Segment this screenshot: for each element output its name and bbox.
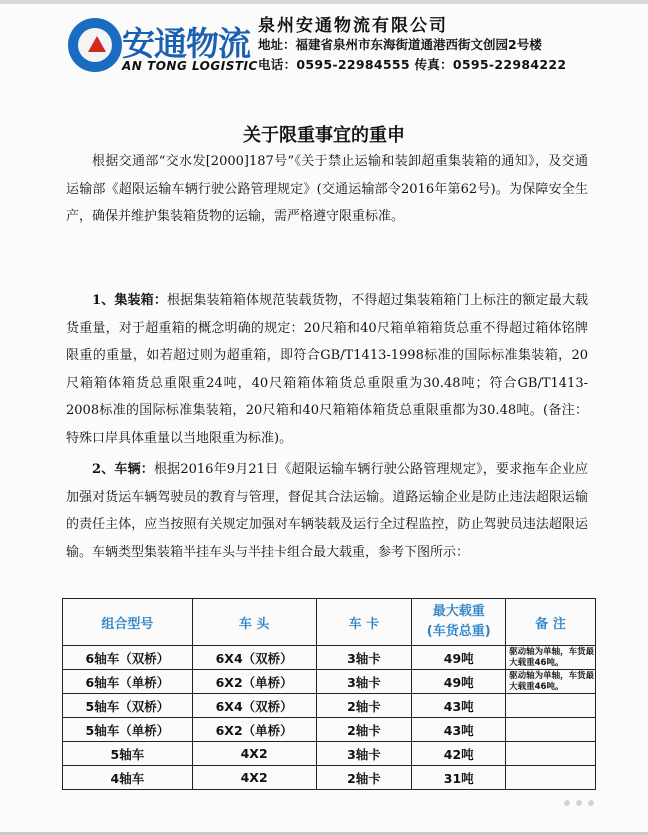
cell-trailer: 3轴卡 [316,646,412,670]
company-phone-fax: 电话：0595-22984555 传真：0595-22984222 [258,57,567,72]
table-row [63,742,596,766]
cell-max-load: 31吨 [412,766,506,790]
cell-remark: 驱动轴为单轴，车货最大载重46吨。 [506,646,596,670]
vehicle-text: 根据2016年9月21日《超限运输车辆行驶公路管理规定》，要求拖车企业应加强对货运车辆驾驶员的教育与管理，督促其合法运输。道路运输企业是防止违法超限运输的责任主体，应当按照有关规定加强对车辆装载及运行全过程监控，防止驾驶员违法超限运输。车辆类型集装箱半挂车头与半挂卡组合最大载重，参考下图所示： [66,462,589,560]
logo-emblem-icon [68,18,122,72]
cell-max-load: 49吨 [412,670,506,694]
cell-max-load: 43吨 [412,718,506,742]
cell-type: 5轴车（单桥） [63,718,193,742]
header-remarks: 备 注 [506,599,596,646]
cell-remark [506,766,596,790]
logo-english-text: AN TONG LOGISTIC [122,59,258,73]
cell-remark: 驱动轴为单轴，车货最大载重46吨。 [506,670,596,694]
container-paragraph [66,287,588,452]
cell-type: 6轴车（双桥） [63,646,193,670]
vehicle-heading: 2、车辆： [92,462,154,477]
cell-type: 4轴车 [63,766,193,790]
vehicle-paragraph [66,456,588,566]
cell-tractor: 6X4（双桥） [192,694,316,718]
table-row [63,694,596,718]
cell-trailer: 3轴卡 [316,742,412,766]
cell-trailer: 2轴卡 [316,694,412,718]
cell-trailer: 3轴卡 [316,670,412,694]
cell-type: 6轴车（单桥） [63,670,193,694]
cell-remark [506,694,596,718]
vehicle-load-table [62,598,596,790]
company-name: 泉州安通物流有限公司 [258,16,448,36]
cell-remark [506,742,596,766]
company-address: 地址：福建省泉州市东海街道通港西街文创园2号楼 [258,37,542,52]
table-row [63,718,596,742]
logo-chinese-text: 安通物流 [122,24,250,63]
watermark-dots-icon [564,798,600,808]
page-top-edge [0,0,648,4]
cell-trailer: 2轴卡 [316,718,412,742]
cell-tractor: 6X2（单桥） [192,670,316,694]
cell-max-load: 42吨 [412,742,506,766]
cell-tractor: 4X2 [192,766,316,790]
cell-max-load: 49吨 [412,646,506,670]
container-heading: 1、集装箱： [92,293,168,308]
cell-tractor: 4X2 [192,742,316,766]
header-trailer: 车 卡 [316,599,412,646]
header-max-load: 最大载重 (车货总重) [412,599,506,646]
cell-type: 5轴车（双桥） [63,694,193,718]
header-tractor: 车 头 [192,599,316,646]
table-row [63,670,596,694]
cell-max-load: 43吨 [412,694,506,718]
company-logo [64,14,258,76]
cell-tractor: 6X2（单桥） [192,718,316,742]
table-row [63,646,596,670]
table-row [63,766,596,790]
cell-type: 5轴车 [63,742,193,766]
container-text: 根据集装箱箱体规范装载货物，不得超过集装箱箱门上标注的额定最大载货重量，对于超重箱的概念明确的规定：20尺箱和40尺箱单箱箱货总重不得超过箱体铭牌限重的重量，如若超过则为超重箱，即符合GB/T1413-1998标准的国际标准集装箱，20尺箱箱体箱货总重限重24吨，40尺箱箱体箱货总重限重为30.48吨；符合GB/T1413-2008标准的国际标准集装箱，20尺箱和40尺箱箱体箱货总重限重都为30.48吨。(备注：特殊口岸具体重量以当地限重为标准)。 [66,293,588,446]
cell-remark [506,718,596,742]
cell-tractor: 6X4（双桥） [192,646,316,670]
document-title: 关于限重事宜的重申 [243,125,405,146]
cell-trailer: 2轴卡 [316,766,412,790]
header-combination-type: 组合型号 [63,599,193,646]
table-header-row [63,599,596,646]
intro-paragraph: 根据交通部“交水发[2000]187号”《关于禁止运输和装卸超重集装箱的通知》，及交通运输部《超限运输车辆行驶公路管理规定》(交通运输部令2016年第62号)。为保障安全生产，确保并维护集装箱货物的运输，需严格遵守限重标准。 [66,154,588,224]
